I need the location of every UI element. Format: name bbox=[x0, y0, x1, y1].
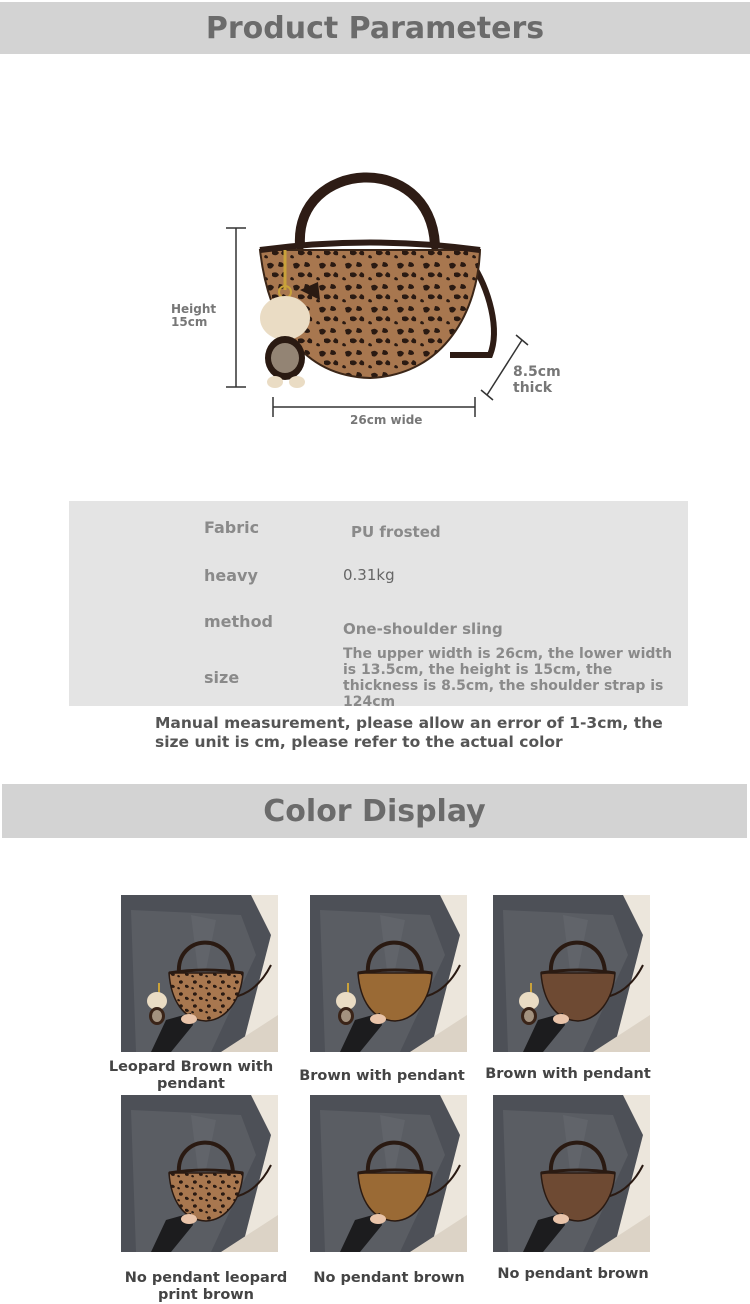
variant-thumbnail[interactable] bbox=[493, 895, 650, 1052]
variant-thumbnail[interactable] bbox=[121, 895, 278, 1052]
param-label-heavy: heavy bbox=[204, 566, 258, 585]
param-value-fabric: PU frosted bbox=[351, 523, 441, 541]
width-label: 26cm wide bbox=[350, 413, 423, 427]
measurement-note: Manual measurement, please allow an error of 1-3cm, the size unit is cm, please refer to the actual color bbox=[155, 714, 663, 751]
variant-caption: Brown with pendant bbox=[299, 1068, 465, 1084]
parameter-table bbox=[69, 501, 688, 710]
variant-caption: No pendant brown bbox=[313, 1270, 465, 1286]
variant-thumbnail[interactable] bbox=[310, 1095, 467, 1252]
variant-thumbnail[interactable] bbox=[310, 895, 467, 1052]
dimension-lines bbox=[0, 220, 750, 420]
height-label-line2: 15cm bbox=[171, 315, 208, 329]
thickness-label bbox=[513, 364, 561, 396]
product-parameters-banner bbox=[0, 2, 750, 54]
product-parameters-title: Product Parameters bbox=[205, 10, 545, 46]
height-label-line1: Height bbox=[171, 302, 217, 316]
variant-thumbnail[interactable] bbox=[493, 1095, 650, 1252]
variant-caption: No pendant brown bbox=[497, 1266, 649, 1282]
variant-caption: Brown with pendant bbox=[485, 1066, 651, 1082]
param-value-size: The upper width is 26cm, the lower width is 13.5cm, the height is 15cm, the thickness is 8.5cm, the shoulder strap is 124cm bbox=[343, 646, 673, 710]
thickness-label-line1: 8.5cm bbox=[513, 364, 561, 380]
variant-caption: No pendant leopard print brown bbox=[124, 1270, 288, 1303]
param-label-size: size bbox=[204, 668, 240, 687]
color-display-banner bbox=[2, 784, 747, 838]
variant-thumbnail[interactable] bbox=[121, 1095, 278, 1252]
variant-caption: Leopard Brown with pendant bbox=[108, 1059, 274, 1092]
thickness-label-line2: thick bbox=[513, 380, 553, 396]
height-label bbox=[171, 303, 216, 329]
param-value-method: One-shoulder sling bbox=[343, 620, 503, 638]
param-label-fabric: Fabric bbox=[204, 518, 260, 537]
color-display-title: Color Display bbox=[263, 793, 486, 829]
param-label-method: method bbox=[204, 612, 274, 631]
param-value-heavy: 0.31kg bbox=[343, 566, 395, 584]
